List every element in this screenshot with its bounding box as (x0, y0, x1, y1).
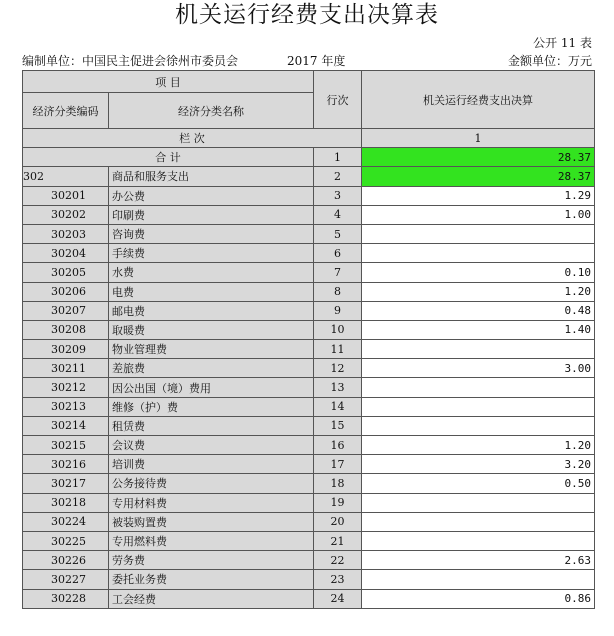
row-code: 30213 (23, 397, 109, 416)
row-number: 21 (314, 531, 362, 550)
row-number: 16 (314, 436, 362, 455)
table-row (23, 320, 595, 339)
row-number: 2 (314, 167, 362, 186)
row-number: 6 (314, 244, 362, 263)
row-number: 7 (314, 263, 362, 282)
table-row (23, 186, 595, 205)
row-value: 28.37 (362, 167, 595, 186)
table-row (23, 397, 595, 416)
row-name: 劳务费 (109, 551, 314, 570)
compiling-unit: 编制单位：中国民主促进会徐州市委员会 (22, 54, 239, 68)
fiscal-year: 2017 年度 (287, 54, 346, 68)
table-row (23, 551, 595, 570)
row-number: 3 (314, 186, 362, 205)
row-name: 委托业务费 (109, 570, 314, 589)
row-value: 0.50 (362, 474, 595, 493)
column-index-label: 栏 次 (23, 129, 362, 148)
row-name: 印刷费 (109, 205, 314, 224)
row-name: 工会经费 (109, 589, 314, 608)
row-value: 1.40 (362, 320, 595, 339)
row-name: 水费 (109, 263, 314, 282)
row-name: 公务接待费 (109, 474, 314, 493)
row-name: 维修（护）费 (109, 397, 314, 416)
row-value (362, 397, 595, 416)
row-name: 差旅费 (109, 359, 314, 378)
row-value: 0.48 (362, 301, 595, 320)
header-column-title: 机关运行经费支出决算 (362, 71, 595, 129)
row-code: 30208 (23, 320, 109, 339)
row-number: 20 (314, 512, 362, 531)
row-code: 30224 (23, 512, 109, 531)
row-code: 30214 (23, 416, 109, 435)
row-name: 被装购置费 (109, 512, 314, 531)
row-name: 租赁费 (109, 416, 314, 435)
row-number: 15 (314, 416, 362, 435)
row-value: 1.29 (362, 186, 595, 205)
table-row (23, 474, 595, 493)
header-item: 项 目 (23, 71, 314, 93)
row-name: 邮电费 (109, 301, 314, 320)
row-name: 因公出国（境）费用 (109, 378, 314, 397)
row-code: 30202 (23, 205, 109, 224)
row-number: 17 (314, 455, 362, 474)
row-number: 12 (314, 359, 362, 378)
total-value: 28.37 (362, 148, 595, 167)
header-name: 经济分类名称 (109, 93, 314, 129)
total-label: 合 计 (23, 148, 314, 167)
row-code: 30203 (23, 224, 109, 243)
row-name: 手续费 (109, 244, 314, 263)
row-code: 30216 (23, 455, 109, 474)
row-number: 8 (314, 282, 362, 301)
row-number: 24 (314, 589, 362, 608)
row-code: 30215 (23, 436, 109, 455)
row-name: 会议费 (109, 436, 314, 455)
row-value (362, 570, 595, 589)
row-value: 3.00 (362, 359, 595, 378)
table-row (23, 455, 595, 474)
row-code: 30207 (23, 301, 109, 320)
row-code: 30225 (23, 531, 109, 550)
table-row (23, 340, 595, 359)
row-code: 30211 (23, 359, 109, 378)
row-number: 23 (314, 570, 362, 589)
expenditure-table (22, 70, 595, 609)
column-index-number: 1 (362, 129, 595, 148)
row-name: 咨询费 (109, 224, 314, 243)
row-value (362, 493, 595, 512)
header-code: 经济分类编码 (23, 93, 109, 129)
table-row (23, 531, 595, 550)
row-value (362, 531, 595, 550)
table-row (23, 359, 595, 378)
row-code: 30201 (23, 186, 109, 205)
table-row (23, 570, 595, 589)
row-code: 30218 (23, 493, 109, 512)
row-code: 30228 (23, 589, 109, 608)
table-row (23, 282, 595, 301)
table-row (23, 263, 595, 282)
row-code: 30226 (23, 551, 109, 570)
row-number: 13 (314, 378, 362, 397)
row-value (362, 224, 595, 243)
table-row (23, 493, 595, 512)
row-value: 1.20 (362, 436, 595, 455)
row-name: 专用材料费 (109, 493, 314, 512)
row-code: 302 (23, 167, 109, 186)
row-value (362, 512, 595, 531)
row-name: 取暖费 (109, 320, 314, 339)
row-value: 1.00 (362, 205, 595, 224)
row-number: 18 (314, 474, 362, 493)
table-row (23, 167, 595, 186)
row-value (362, 340, 595, 359)
table-row (23, 416, 595, 435)
row-name: 商品和服务支出 (109, 167, 314, 186)
table-row (23, 589, 595, 608)
row-code: 30209 (23, 340, 109, 359)
row-name: 培训费 (109, 455, 314, 474)
row-code: 30227 (23, 570, 109, 589)
row-code: 30212 (23, 378, 109, 397)
row-code: 30205 (23, 263, 109, 282)
header-row-no: 行次 (314, 71, 362, 129)
row-name: 专用燃料费 (109, 531, 314, 550)
row-code: 30217 (23, 474, 109, 493)
row-value: 0.10 (362, 263, 595, 282)
table-row (23, 244, 595, 263)
row-name: 物业管理费 (109, 340, 314, 359)
row-value (362, 378, 595, 397)
row-value: 2.63 (362, 551, 595, 570)
row-value (362, 416, 595, 435)
row-number: 5 (314, 224, 362, 243)
row-number: 4 (314, 205, 362, 224)
row-number: 10 (314, 320, 362, 339)
form-number: 公开 11 表 (533, 36, 592, 50)
row-number: 22 (314, 551, 362, 570)
row-value (362, 244, 595, 263)
row-number: 19 (314, 493, 362, 512)
row-code: 30204 (23, 244, 109, 263)
row-name: 办公费 (109, 186, 314, 205)
row-name: 电费 (109, 282, 314, 301)
amount-unit: 金额单位：万元 (507, 54, 592, 68)
table-row (23, 436, 595, 455)
row-value: 1.20 (362, 282, 595, 301)
row-number: 11 (314, 340, 362, 359)
total-row-no: 1 (314, 148, 362, 167)
table-row (23, 224, 595, 243)
table-row (23, 205, 595, 224)
table-row (23, 378, 595, 397)
row-number: 14 (314, 397, 362, 416)
row-number: 9 (314, 301, 362, 320)
row-code: 30206 (23, 282, 109, 301)
table-row (23, 512, 595, 531)
row-value: 0.86 (362, 589, 595, 608)
row-value: 3.20 (362, 455, 595, 474)
table-row (23, 301, 595, 320)
report-title: 机关运行经费支出决算表 (175, 2, 439, 28)
